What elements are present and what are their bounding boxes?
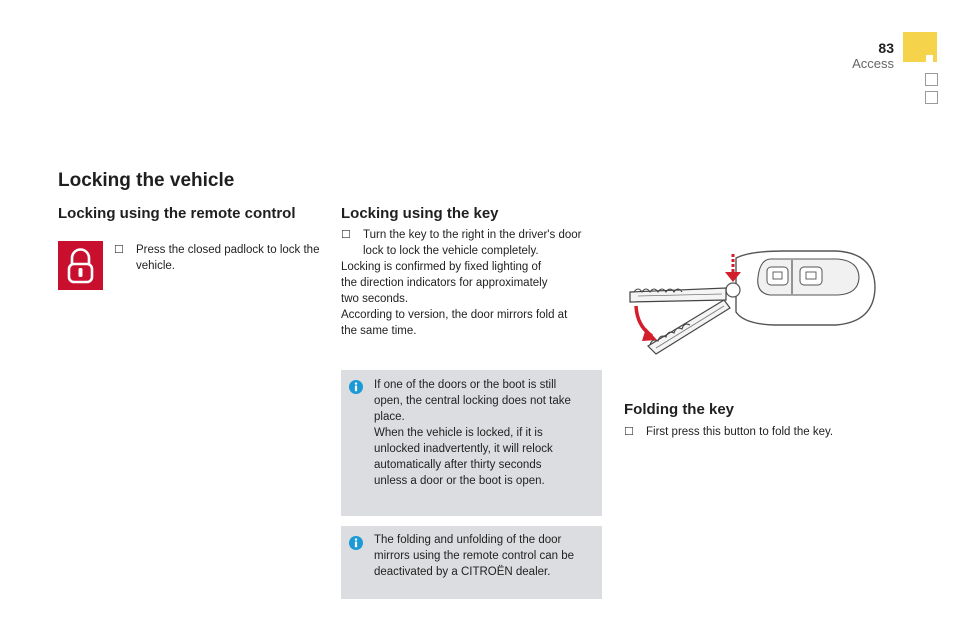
note-text <box>374 377 599 489</box>
bullet-marker: ☐ <box>341 229 351 241</box>
remote-bullet-text: Press the closed padlock to lock the vehicle. <box>136 244 320 272</box>
bullet-marker: ☐ <box>114 244 124 256</box>
key-bullet-text: Turn the key to the right in the driver's door lock to lock the vehicle completely. <box>363 229 582 257</box>
text-line: When the vehicle is locked, if it is <box>374 427 543 439</box>
text-line: open, the central locking does not take <box>374 395 571 407</box>
chapter-tab-active <box>903 32 937 62</box>
key-heading: Locking using the key <box>341 205 499 222</box>
remote-bullet <box>114 242 324 274</box>
folding-bullet-text: First press this button to fold the key. <box>646 426 834 438</box>
remote-heading: Locking using the remote control <box>58 205 296 222</box>
key-paragraph <box>341 259 606 339</box>
folding-bullet <box>624 424 924 440</box>
text-line: deactivated by a CITROËN dealer. <box>374 566 551 578</box>
text-line: unlocked inadvertently, it will relock <box>374 443 553 455</box>
text-line: the direction indicators for approximately <box>341 277 548 289</box>
folding-heading: Folding the key <box>624 401 735 418</box>
info-note <box>341 526 602 599</box>
text-line: mirrors using the remote control can be <box>374 550 575 562</box>
text-line: If one of the doors or the boot is still <box>374 379 557 391</box>
page-title: Locking the vehicle <box>58 170 235 191</box>
folding-key-illustration <box>624 248 880 358</box>
text-line: the same time. <box>341 325 417 337</box>
chapter-tab <box>925 91 938 104</box>
padlock-closed-icon <box>58 241 103 290</box>
text-line: place. <box>374 411 405 423</box>
chapter-tab <box>925 73 938 86</box>
text-line: two seconds. <box>341 293 409 305</box>
info-icon <box>349 536 363 550</box>
info-note <box>341 370 602 516</box>
text-line: automatically after thirty seconds <box>374 459 542 471</box>
text-line: Locking is confirmed by fixed lighting of <box>341 261 542 273</box>
note-text <box>374 532 599 580</box>
text-line: unless a door or the boot is open. <box>374 475 545 487</box>
page-number: 83 <box>878 40 894 56</box>
key-bullet <box>341 227 603 259</box>
bullet-marker: ☐ <box>624 426 634 438</box>
section-name: Access <box>852 56 894 71</box>
text-line: The folding and unfolding of the door <box>374 534 562 546</box>
text-line: According to version, the door mirrors fold at <box>341 309 568 321</box>
info-icon <box>349 380 363 394</box>
